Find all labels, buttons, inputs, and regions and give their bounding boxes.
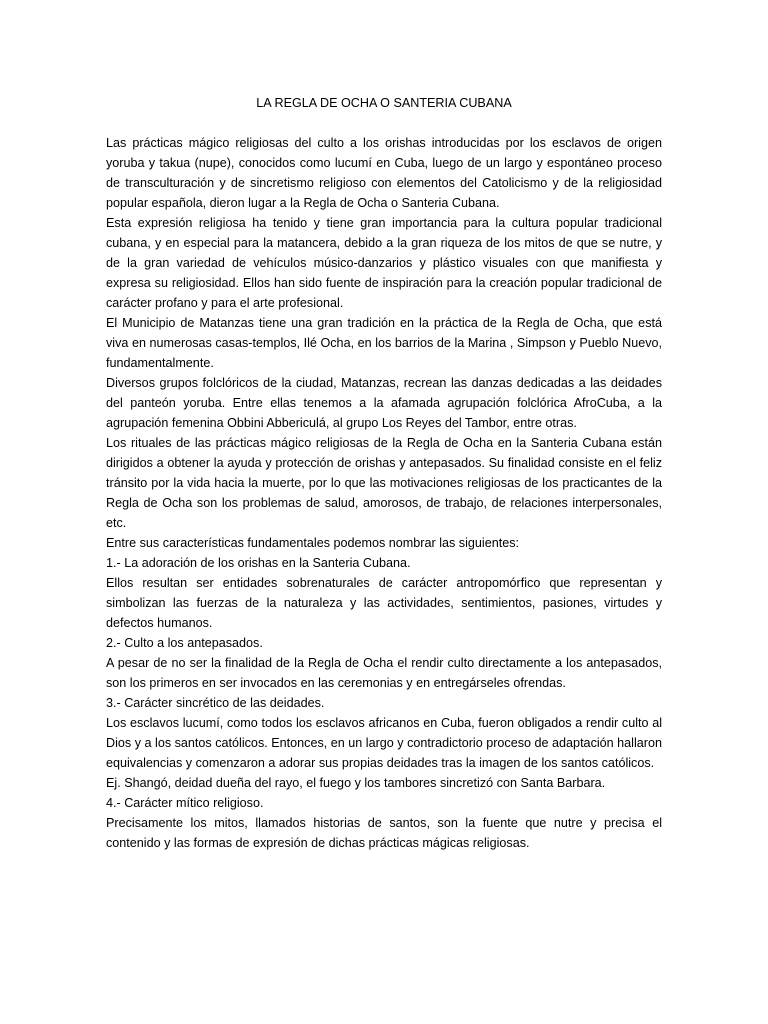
- paragraph-characteristics-intro: Entre sus características fundamentales podemos nombrar las siguientes:: [106, 536, 519, 550]
- paragraph-rituals: Los rituales de las prácticas mágico religiosas de la Regla de Ocha en la Santeria Cubana están dirigidos a obtener la ayuda y protección de orishas y antepasados. Su finalidad consiste en el feliz tránsito por la vida hacia la muerte, por lo que las motivaciones religiosas de los practicantes de la Regla de Ocha son los problemas de salud, amorosos, de trabajo, de relaciones interpersonales, etc.: [106, 436, 662, 530]
- heading-item-4: 4.- Carácter mítico religioso.: [106, 796, 264, 810]
- heading-item-2: 2.- Culto a los antepasados.: [106, 636, 263, 650]
- document-page: [106, 93, 662, 853]
- paragraph-matanzas: El Municipio de Matanzas tiene una gran tradición en la práctica de la Regla de Ocha, que está viva en numerosas casas-templos, Ilé Ocha, en los barrios de la Marina , Simpson y Pueblo Nuevo, fundamentalmente.: [106, 316, 662, 370]
- paragraph-importance: Esta expresión religiosa ha tenido y tiene gran importancia para la cultura popular tradicional cubana, y en especial para la matancera, debido a la gran riqueza de los mitos de que se nutre, y de la gran variedad de vehículos músico-danzarios y plástico visuales con que manifiesta y expresa su religiosidad. Ellos han sido fuente de inspiración para la creación popular tradicional de carácter profano y para el arte profesional.: [106, 216, 662, 310]
- paragraph-item-3: Los esclavos lucumí, como todos los esclavos africanos en Cuba, fueron obligados a rendir culto al Dios y a los santos católicos. Entonces, en un largo y contradictorio proceso de adaptación hallaron equivalencias y comenzaron a adorar sus propias deidades tras la imagen de los santos católicos.: [106, 716, 662, 770]
- paragraph-item-3-example: Ej. Shangó, deidad dueña del rayo, el fuego y los tambores sincretizó con Santa Barbara.: [106, 776, 606, 790]
- paragraph-folk-groups: Diversos grupos folclóricos de la ciudad, Matanzas, recrean las danzas dedicadas a las deidades del panteón yoruba. Entre ellas tenemos a la afamada agrupación folclórica AfroCuba, a la agrupación femenina Obbini Abbericulá, al grupo Los Reyes del Tambor, entre otras.: [106, 376, 662, 430]
- paragraph-item-4: Precisamente los mitos, llamados historias de santos, son la fuente que nutre y precisa el contenido y las formas de expresión de dichas prácticas mágicas religiosas.: [106, 816, 662, 850]
- paragraph-item-2: A pesar de no ser la finalidad de la Regla de Ocha el rendir culto directamente a los antepasados, son los primeros en ser invocados en las ceremonias y en entregárseles ofrendas.: [106, 656, 662, 690]
- heading-item-1: 1.- La adoración de los orishas en la Santeria Cubana.: [106, 556, 411, 570]
- heading-item-3: 3.- Carácter sincrético de las deidades.: [106, 696, 325, 710]
- document-title: LA REGLA DE OCHA O SANTERIA CUBANA: [256, 96, 512, 110]
- paragraph-item-1: Ellos resultan ser entidades sobrenaturales de carácter antropomórfico que representan y simbolizan las fuerzas de la naturaleza y las actividades, sentimientos, pasiones, virtudes y defectos humanos.: [106, 576, 662, 630]
- paragraph-intro: Las prácticas mágico religiosas del culto a los orishas introducidas por los esclavos de origen yoruba y takua (nupe), conocidos como lucumí en Cuba, luego de un largo y espontáneo proceso de transculturación y de sincretismo religioso con elementos del Catolicismo y de la religiosidad popular española, dieron lugar a la Regla de Ocha o Santeria Cubana.: [106, 136, 662, 210]
